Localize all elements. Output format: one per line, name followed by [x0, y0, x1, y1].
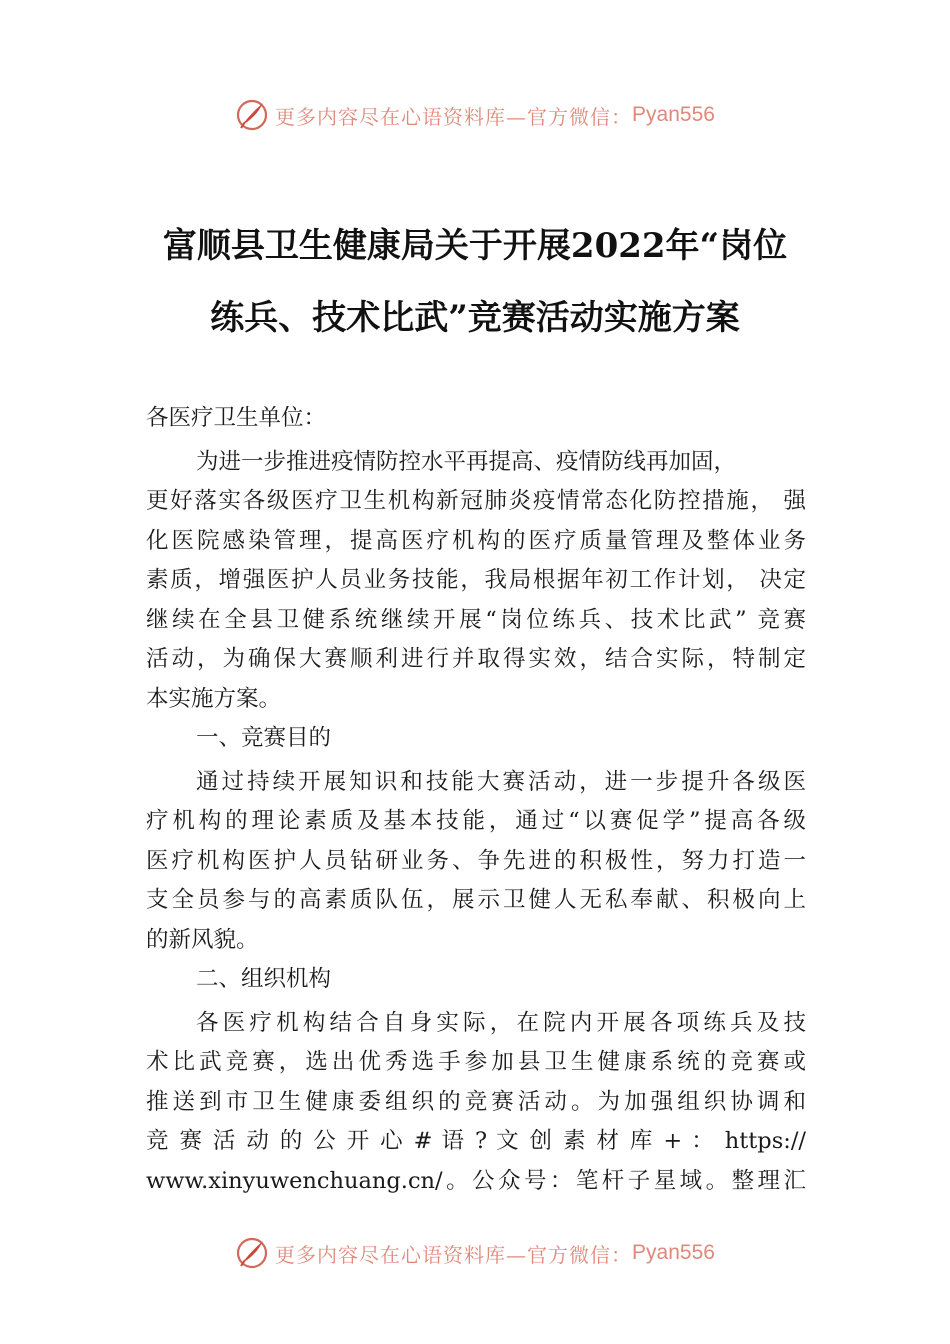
paragraph-line: 通过持续开展知识和技能大赛活动，进一步提升各级医 — [196, 768, 806, 795]
document-title — [120, 210, 830, 354]
watermark-text: 更多内容尽在心语资料库—官方微信： — [275, 1242, 633, 1267]
salutation: 各医疗卫生单位： — [146, 405, 327, 431]
paragraph-line: 为进一步推进疫情防控水平再提高、疫情防线再加固， — [196, 448, 737, 475]
document-body — [146, 399, 806, 1201]
paragraph-line: 支全员参与的高素质队伍，展示卫健人无私奉献、积极向上 — [146, 887, 806, 913]
paragraph-line: 化医院感染管理，提高医疗机构的医疗质量管理及整体业务 — [146, 527, 806, 554]
paragraph-line: 竞 赛 活 动 的 公 开 心 # 语 ? 文 创 素 材 库 + ： https:// — [146, 1128, 806, 1154]
title-line: 练兵、技术比武”竞赛活动实施方案 — [210, 298, 740, 338]
watermark-text: 更多内容尽在心语资料库—官方微信： — [275, 104, 633, 129]
paragraph-line: 各医疗机构结合自身实际，在院内开展各项练兵及技 — [196, 1009, 806, 1036]
paragraph-line: 疗机构的理论素质及基本技能，通过“以赛促学”提高各级 — [146, 808, 806, 834]
paragraph-line: 活动，为确保大赛顺利进行并取得实效，结合实际，特制定 — [146, 646, 806, 672]
paragraph-line: 的新风貌。 — [146, 926, 259, 953]
paragraph-line: 本实施方案。 — [146, 685, 282, 712]
watermark-account: Pyan556 — [632, 103, 715, 126]
paragraph-line: 素质，增强医护人员业务技能，我局根据年初工作计划， 决定 — [146, 567, 806, 593]
section-heading: 一、竞赛目的 — [196, 725, 332, 751]
paragraph-line: www.xinyuwenchuang.cn/。公众号：笔杆子星域。整理汇 — [146, 1167, 806, 1194]
paragraph-line: 更好落实各级医疗卫生机构新冠肺炎疫情常态化防控措施， 强 — [146, 488, 806, 514]
paragraph-line: 医疗机构医护人员钻研业务、争先进的积极性，努力打造一 — [146, 847, 806, 874]
section-heading: 二、组织机构 — [196, 966, 332, 992]
paragraph-line: 推送到市卫生健康委组织的竞赛活动。为加强组织协调和 — [146, 1088, 806, 1115]
title-line: 富顺县卫生健康局关于开展2022年“岗位 — [162, 226, 788, 266]
paragraph-line: 术比武竞赛，选出优秀选手参加县卫生健康系统的竞赛或 — [146, 1049, 806, 1075]
paragraph-line: 继续在全县卫健系统继续开展“岗位练兵、技术比武” 竞赛 — [146, 606, 806, 633]
watermark-banner-top — [0, 95, 950, 135]
quill-pen-circle-icon — [235, 98, 269, 132]
quill-pen-circle-icon — [235, 1236, 269, 1270]
watermark-account: Pyan556 — [632, 1241, 715, 1264]
watermark-banner-bottom — [0, 1233, 950, 1273]
